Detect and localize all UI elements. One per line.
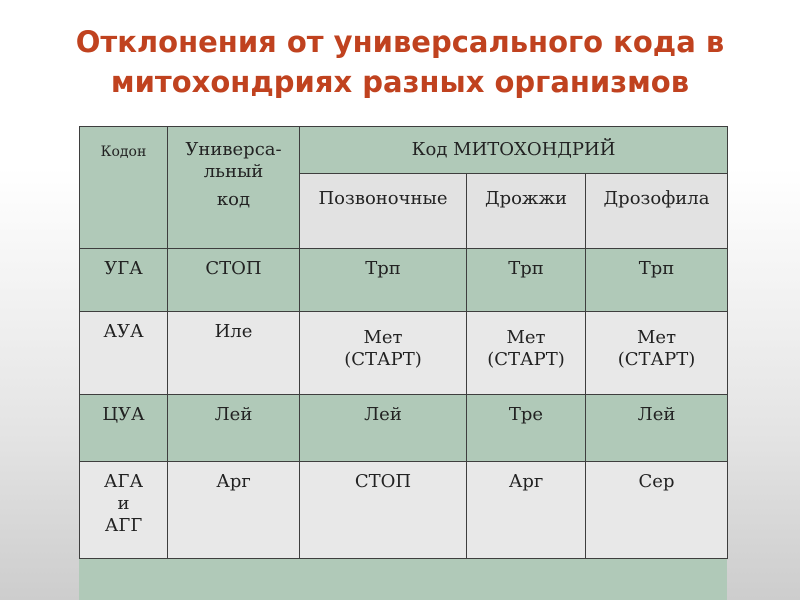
codon-text: АУА [103, 321, 144, 342]
codon-deviation-table [79, 126, 728, 559]
slide-title-line-2: митохондриях разных организмов [110, 65, 690, 99]
vertebrates-cell [300, 312, 467, 395]
yeast-cell [467, 462, 586, 559]
drosophila-text: Лей [637, 404, 676, 425]
header-vertebrates: Позвоночные [300, 174, 467, 249]
drosophila-cell [586, 249, 728, 312]
header-yeast: Дрожжи [467, 174, 586, 249]
table-row [80, 249, 728, 312]
vertebrates-cell [300, 462, 467, 559]
codon-cell [80, 395, 168, 462]
header-universal-code [168, 127, 300, 249]
yeast-text-line-1: Мет [506, 327, 546, 348]
codon-cell [80, 249, 168, 312]
yeast-cell [467, 312, 586, 395]
drosophila-cell [586, 462, 728, 559]
table-row [80, 395, 728, 462]
drosophila-cell [586, 395, 728, 462]
vertebrates-cell [300, 395, 467, 462]
vertebrates-text-line-1: Мет [363, 327, 403, 348]
codon-text: ЦУА [102, 404, 145, 425]
codon-cell [80, 462, 168, 559]
header-universal-line-3: код [216, 189, 251, 210]
codon-text-line-3: АГГ [104, 515, 143, 536]
header-codon: Кодон [80, 127, 168, 249]
vertebrates-text: Трп [365, 258, 401, 279]
drosophila-text: Сер [638, 471, 675, 492]
yeast-text: Трп [508, 258, 544, 279]
drosophila-text-line-1: Мет [636, 327, 677, 348]
header-universal-line-2: льный [203, 161, 264, 182]
header-drosophila: Дрозофила [586, 174, 728, 249]
slide-title [0, 22, 800, 102]
yeast-text-line-2: (СТАРТ) [487, 349, 565, 370]
vertebrates-text-line-2: (СТАРТ) [344, 349, 422, 370]
universal-cell: СТОП [168, 249, 300, 312]
vertebrates-text: СТОП [354, 471, 412, 492]
codon-text-line-2: и [117, 493, 130, 514]
drosophila-text: Трп [638, 258, 675, 279]
yeast-cell [467, 249, 586, 312]
drosophila-text-line-2: (СТАРТ) [617, 349, 696, 370]
yeast-text: Тре [508, 404, 544, 425]
vertebrates-text: Лей [364, 404, 402, 425]
table-row [80, 312, 728, 395]
universal-cell: Лей [168, 395, 300, 462]
header-universal-line-1: Универса- [185, 139, 282, 160]
codon-table-container [79, 126, 727, 600]
universal-cell: Иле [168, 312, 300, 395]
codon-text-line-1: АГА [103, 471, 144, 492]
drosophila-cell [586, 312, 728, 395]
vertebrates-cell [300, 249, 467, 312]
slide-title-line-1: Отклонения от универсального кода в [75, 25, 725, 59]
yeast-text: Арг [508, 471, 544, 492]
table-row [80, 462, 728, 559]
header-mito-code: Код МИТОХОНДРИЙ [300, 127, 728, 174]
universal-cell: Арг [168, 462, 300, 559]
codon-cell [80, 312, 168, 395]
codon-text: УГА [104, 258, 143, 279]
yeast-cell [467, 395, 586, 462]
